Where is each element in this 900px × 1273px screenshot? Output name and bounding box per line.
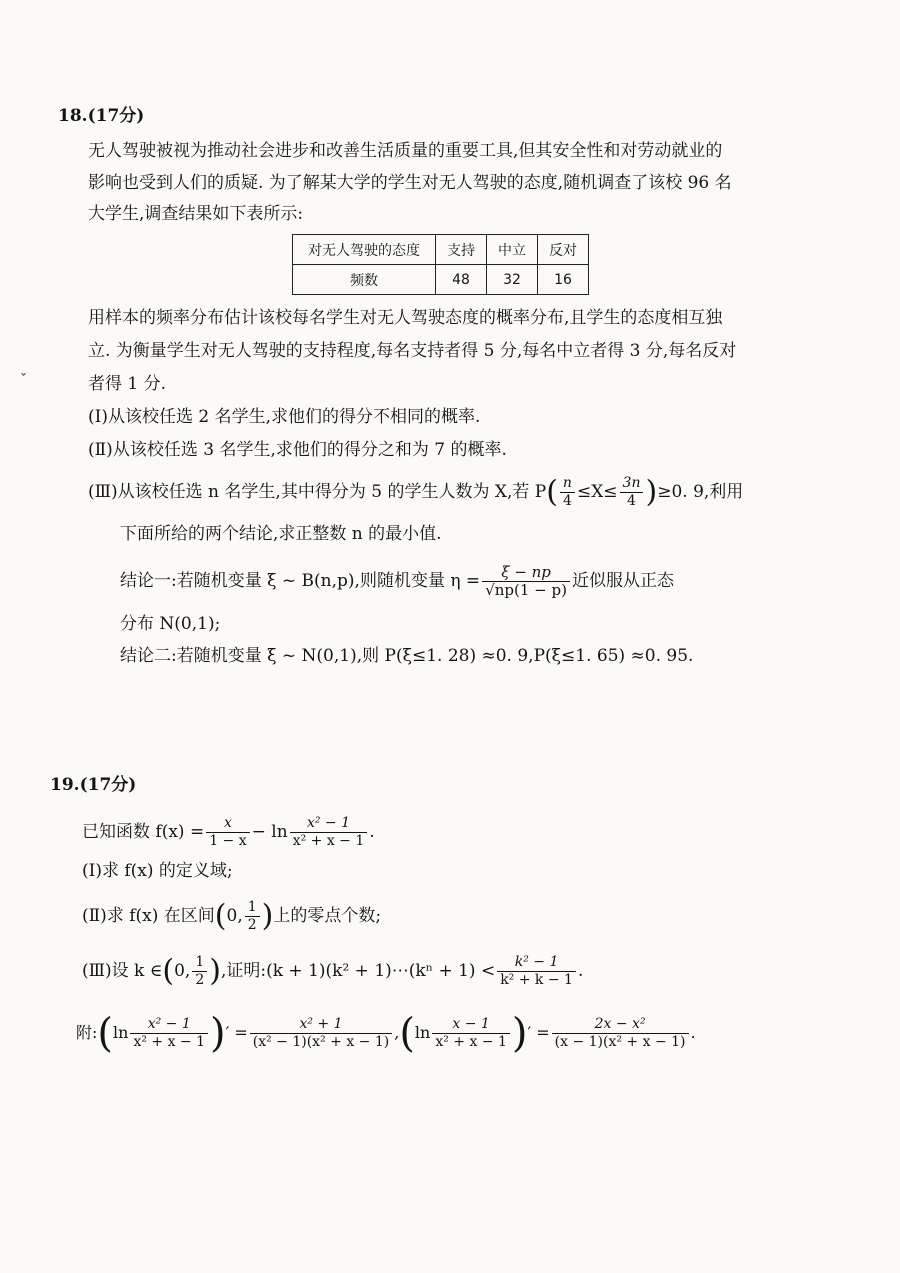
- q19-part-2-lead: (Ⅱ)求 f(x) 在区间: [82, 906, 215, 926]
- left-paren: (: [214, 898, 227, 934]
- conclusion-1: [120, 564, 674, 599]
- conclusion-1-line-2: 分布 N(0,1);: [120, 614, 221, 634]
- ln-label: ln: [414, 1023, 431, 1042]
- table-cell: 32: [487, 265, 538, 295]
- interval-start: 0,: [226, 906, 243, 926]
- fraction-numerator: x − 1: [452, 1016, 490, 1032]
- q18-part-2: (Ⅱ)从该校任选 3 名学生,求他们的得分之和为 7 的概率.: [88, 440, 507, 460]
- fraction-appendix-arg-2: [432, 1016, 510, 1051]
- left-paren: (: [546, 474, 558, 510]
- fraction-denominator: k² + k − 1: [497, 971, 576, 989]
- fraction-appendix-result-2: [552, 1016, 689, 1051]
- q19-part-3-lead: (Ⅲ)设 k ∈: [82, 961, 163, 981]
- q18-para-line-3: 者得 1 分.: [88, 374, 167, 394]
- fraction-appendix-result-1: [250, 1016, 392, 1051]
- conclusion-1-lead: 结论一:若随机变量 ξ ~ B(n,p),则随机变量 η =: [120, 571, 481, 591]
- appendix-end: .: [690, 1023, 696, 1042]
- q18-para-line-2: 立. 为衡量学生对无人驾驶的支持程度,每名支持者得 5 分,每名中立者得 3 分,每名反对: [88, 341, 737, 361]
- q19-score: (17分): [79, 775, 137, 795]
- q18-intro-line-1: 无人驾驶被视为推动社会进步和改善生活质量的重要工具,但其安全性和对劳动就业的: [88, 141, 723, 161]
- fraction-numerator: 1: [247, 899, 257, 915]
- fraction-denominator: x² + x − 1: [432, 1033, 510, 1051]
- q19-part-1: (Ⅰ)求 f(x) 的定义域;: [82, 861, 233, 881]
- fraction-denominator: 2: [192, 971, 207, 989]
- q19-number: 19.: [50, 775, 80, 795]
- q19-part-3: [82, 954, 583, 989]
- fraction-numerator: 1: [195, 954, 205, 970]
- fraction-numerator: 3n: [622, 475, 641, 491]
- conclusion-1-tail: 近似服从正态: [571, 571, 674, 591]
- fraction-denominator: x² + x − 1: [130, 1033, 208, 1051]
- attitude-table: [292, 234, 589, 295]
- left-paren: (: [97, 1010, 114, 1057]
- right-paren: ): [511, 1010, 528, 1057]
- fraction-denominator: 2: [245, 916, 260, 934]
- appendix-label: 附:: [76, 1023, 98, 1042]
- fraction-denominator: (x² − 1)(x² + x − 1): [250, 1033, 392, 1051]
- q18-part-3: [88, 475, 743, 510]
- margin-mark: ˇ: [20, 372, 27, 388]
- right-paren: ): [261, 898, 274, 934]
- left-paren: (: [162, 953, 175, 989]
- q19-part-3-mid: ,证明:(k + 1)(k² + 1)⋯(kⁿ + 1) <: [220, 961, 496, 981]
- q18-para-line-1: 用样本的频率分布估计该校每名学生对无人驾驶态度的概率分布,且学生的态度相互独: [88, 308, 723, 328]
- q18-part-1: (Ⅰ)从该校任选 2 名学生,求他们的得分不相同的概率.: [88, 407, 481, 427]
- fraction-x-over-1-minus-x: [206, 815, 249, 850]
- table-cell: 频数: [293, 265, 436, 295]
- q18-header: [58, 103, 144, 129]
- right-paren: ): [210, 1010, 226, 1057]
- table-header-row: [293, 235, 589, 265]
- q19-part-3-end: .: [577, 961, 584, 981]
- table-cell: 16: [538, 265, 589, 295]
- fraction-eta: [482, 564, 570, 599]
- conclusion-2: 结论二:若随机变量 ξ ~ N(0,1),则 P(ξ≤1. 28) ≈0. 9,P(ξ≤1. 65) ≈0. 95.: [120, 646, 694, 666]
- q18-part-3-line-2: 下面所给的两个结论,求正整数 n 的最小值.: [120, 524, 442, 544]
- fraction-ln-argument: [290, 815, 368, 850]
- q19-appendix: [76, 1010, 696, 1057]
- fraction-numerator: ξ − np: [501, 563, 551, 581]
- table-row: [293, 265, 589, 295]
- fraction-one-half: [192, 954, 207, 989]
- fraction-numerator: x: [223, 815, 232, 831]
- table-header-cell: 对无人驾驶的态度: [293, 235, 436, 265]
- q18-part-3-tail: ≥0. 9,利用: [657, 482, 744, 502]
- fraction-n-over-4: [560, 475, 575, 510]
- left-paren: (: [399, 1010, 415, 1057]
- appendix-comma: ,: [394, 1023, 400, 1042]
- table-header-cell: 支持: [436, 235, 487, 265]
- q18-score: (17分): [87, 106, 145, 126]
- fraction-one-half: [245, 899, 260, 934]
- fraction-denominator: (x − 1)(x² + x − 1): [552, 1033, 689, 1051]
- fraction-k-expression: [497, 954, 576, 989]
- q18-part-3-lead: (Ⅲ)从该校任选 n 名学生,其中得分为 5 的学生人数为 X,若 P: [88, 482, 547, 502]
- fraction-denominator: 4: [620, 492, 644, 510]
- fraction-appendix-arg-1: [130, 1016, 208, 1051]
- derivative-equals: ′ =: [527, 1023, 550, 1042]
- right-paren: ): [645, 474, 658, 510]
- q18-intro-line-3: 大学生,调查结果如下表所示:: [88, 204, 304, 224]
- inequality-mid: ≤X≤: [576, 482, 618, 502]
- right-paren: ): [209, 953, 221, 989]
- interval-start: 0,: [174, 961, 191, 981]
- q19-given: [82, 815, 375, 850]
- q19-part-2-tail: 上的零点个数;: [273, 906, 382, 926]
- fraction-numerator: x² − 1: [306, 815, 350, 831]
- fraction-3n-over-4: [620, 475, 644, 510]
- q19-part-2: [82, 899, 381, 934]
- q19-given-end: .: [369, 822, 375, 842]
- fraction-denominator: x² + x − 1: [290, 832, 368, 850]
- derivative-equals: ′ =: [225, 1023, 248, 1042]
- fraction-numerator: x² − 1: [147, 1016, 191, 1032]
- q18-intro-line-2: 影响也受到人们的质疑. 为了解某大学的学生对无人驾驶的态度,随机调查了该校 96 名: [88, 173, 732, 193]
- fraction-numerator: 2x − x²: [594, 1016, 646, 1032]
- q19-header: [50, 772, 136, 798]
- q19-given-lead: 已知函数 f(x) =: [82, 822, 205, 842]
- table-header-cell: 中立: [487, 235, 538, 265]
- fraction-numerator: n: [562, 475, 572, 491]
- fraction-denominator: 4: [560, 492, 575, 510]
- fraction-numerator: k² − 1: [514, 954, 559, 970]
- fraction-numerator: x² + 1: [299, 1016, 343, 1032]
- q19-given-mid: − ln: [251, 822, 288, 842]
- fraction-denominator: 1 − x: [206, 832, 249, 850]
- fraction-denominator: √np(1 − p): [482, 581, 570, 599]
- table-cell: 48: [436, 265, 487, 295]
- q18-number: 18.: [58, 106, 88, 126]
- table-header-cell: 反对: [538, 235, 589, 265]
- ln-label: ln: [113, 1023, 129, 1042]
